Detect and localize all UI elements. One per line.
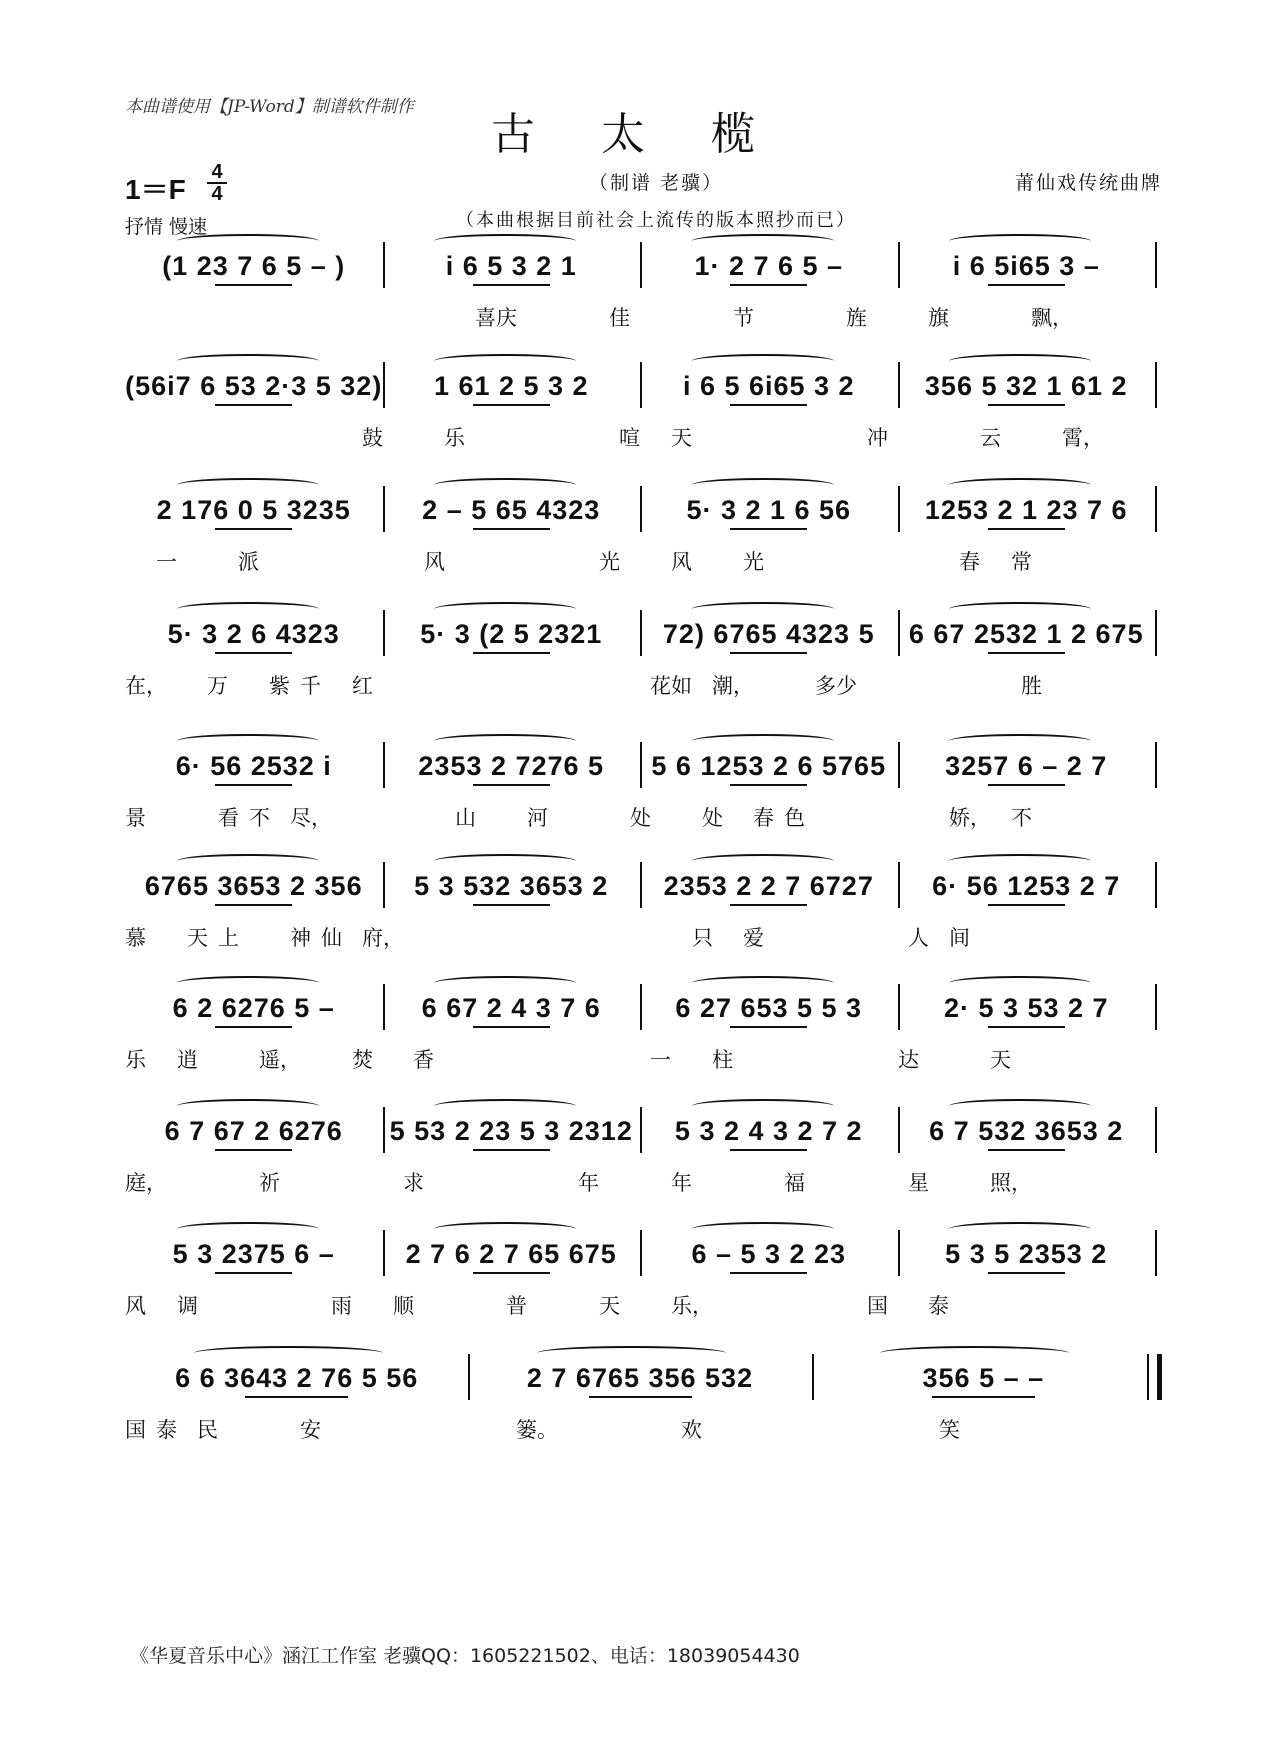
lyric-syllable: 普 (506, 1294, 527, 1318)
beam-line (730, 784, 807, 786)
bar-line (383, 610, 385, 656)
bar-line (383, 1230, 385, 1276)
beam-line (988, 904, 1065, 906)
score-system (125, 1228, 1155, 1348)
slur-arc (949, 734, 1091, 748)
lyric-syllable: 娇， (949, 806, 991, 830)
slur-arc (177, 234, 319, 248)
lyric-syllable: 祈 (259, 1171, 280, 1195)
lyric-syllable: 一 (156, 550, 177, 574)
bar-line (640, 862, 642, 908)
lyric-syllable: 尽， (290, 806, 332, 830)
beam-line (730, 1149, 807, 1151)
bar-line (640, 362, 642, 408)
lyric-syllable: 景 (125, 806, 146, 830)
beam-line (589, 1396, 692, 1398)
lyric-syllable: 光 (743, 550, 764, 574)
lyric-syllable: 欢 (681, 1418, 702, 1442)
slur-arc (880, 1346, 1069, 1360)
lyric-syllable: 乐 (444, 426, 465, 450)
lyric-syllable: 雨 (331, 1294, 352, 1318)
measure: 1253 2 1 23 7 6 (924, 494, 1128, 525)
bar-line (898, 742, 900, 788)
bar-line (898, 984, 900, 1030)
lyric-syllable: 神 (290, 926, 311, 950)
lyric-syllable: 河 (527, 806, 548, 830)
time-signature-top: 4 (211, 161, 223, 183)
lyric-syllable: 花如 (650, 674, 692, 698)
slur-arc (537, 1346, 726, 1360)
slur-arc (692, 1222, 834, 1236)
slur-arc (194, 1346, 383, 1360)
slur-arc (692, 734, 834, 748)
lyric-syllable: 处 (630, 806, 651, 830)
beam-line (932, 1396, 1035, 1398)
lyric-syllable: 柱 (712, 1048, 733, 1072)
bar-line (898, 362, 900, 408)
bar-line (383, 742, 385, 788)
lyric-syllable: 春 (959, 550, 980, 574)
slur-arc (434, 1099, 576, 1113)
bar-line (383, 486, 385, 532)
bar-line (383, 242, 385, 288)
beam-line (473, 404, 550, 406)
bar-line (383, 362, 385, 408)
measure: 5 6 1253 2 6 5765 (651, 750, 887, 781)
measure: 5 3 5 2353 2 (945, 1238, 1108, 1269)
measure: (1 23 7 6 5 – ) (162, 250, 346, 281)
bar-line (898, 1107, 900, 1153)
lyric-syllable: 年 (671, 1171, 692, 1195)
slur-arc (434, 602, 576, 616)
beam-line (473, 904, 550, 906)
slur-arc (692, 478, 834, 492)
slur-arc (949, 478, 1091, 492)
lyric-syllable: 旌 (846, 306, 867, 330)
beam-line (473, 528, 550, 530)
beam-line (215, 1272, 292, 1274)
lyric-syllable: 只 (692, 926, 713, 950)
score-system (125, 982, 1155, 1102)
beam-line (988, 784, 1065, 786)
measure: 2 7 6 2 7 65 675 (405, 1238, 617, 1269)
bar-line (640, 1107, 642, 1153)
lyric-syllable: 庭， (125, 1171, 167, 1195)
lyric-syllable: 鼓 (362, 426, 383, 450)
lyric-syllable: 安 (300, 1418, 321, 1442)
lyric-syllable: 天 (990, 1048, 1011, 1072)
bar-line (640, 242, 642, 288)
bar-line (898, 862, 900, 908)
lyric-syllable: 慕 (125, 926, 146, 950)
slur-arc (177, 854, 319, 868)
lyric-syllable: 国 (867, 1294, 888, 1318)
slur-arc (434, 234, 576, 248)
lyric-syllable: 求 (403, 1171, 424, 1195)
lyric-syllable: 间 (949, 926, 970, 950)
measure: 2353 2 2 7 6727 (663, 870, 874, 901)
measure: 6· 56 1253 2 7 (932, 870, 1121, 901)
bar-line (383, 984, 385, 1030)
measure: 6 67 2 4 3 7 6 (421, 992, 601, 1023)
bar-line (898, 486, 900, 532)
measure: 3257 6 – 2 7 (945, 750, 1108, 781)
lyric-syllable: 顺 (393, 1294, 414, 1318)
score-system (125, 484, 1155, 604)
lyric-syllable: 光 (599, 550, 620, 574)
slur-arc (434, 854, 576, 868)
slur-arc (434, 976, 576, 990)
measure: 5· 3 2 6 4323 (167, 618, 340, 649)
lyric-syllable: 国 (125, 1418, 146, 1442)
measure: 2 176 0 5 3235 (156, 494, 351, 525)
lyric-syllable: 泰 (928, 1294, 949, 1318)
lyric-syllable: 笑 (939, 1418, 960, 1442)
lyric-syllable: 年 (578, 1171, 599, 1195)
score-system (125, 240, 1155, 360)
beam-line (988, 1026, 1065, 1028)
score-title: 古 太 榄 (491, 109, 781, 160)
beam-line (215, 1026, 292, 1028)
measure: 6 7 532 3653 2 (929, 1115, 1124, 1146)
lyric-syllable: 不 (1011, 806, 1032, 830)
slur-arc (692, 854, 834, 868)
measure: 5 3 2375 6 – (172, 1238, 335, 1269)
slur-arc (692, 1099, 834, 1113)
slur-arc (434, 478, 576, 492)
measure: 5 3 532 3653 2 (414, 870, 609, 901)
beam-line (988, 652, 1065, 654)
footer-contact: 《华夏音乐中心》涵江工作室 老骥QQ：1605221502、电话：18039054430 (130, 1645, 800, 1667)
bar-line (898, 610, 900, 656)
beam-line (730, 284, 807, 286)
bar-line (1155, 486, 1157, 532)
beam-line (245, 1396, 348, 1398)
lyric-syllable: 香 (413, 1048, 434, 1072)
bar-line (1155, 984, 1157, 1030)
bar-line (812, 1354, 814, 1400)
lyric-syllable: 多少 (815, 674, 857, 698)
bar-line (640, 984, 642, 1030)
slur-arc (177, 478, 319, 492)
lyric-syllable: 遥， (259, 1048, 301, 1072)
slur-arc (177, 354, 319, 368)
slur-arc (949, 234, 1091, 248)
slur-arc (177, 734, 319, 748)
slur-arc (692, 354, 834, 368)
slur-arc (177, 976, 319, 990)
lyric-syllable: 风 (671, 550, 692, 574)
bar-line (1155, 742, 1157, 788)
measure: 2 7 6765 356 532 (526, 1362, 754, 1393)
beam-line (730, 404, 807, 406)
slur-arc (177, 602, 319, 616)
lyric-syllable: 潮， (712, 674, 754, 698)
beam-line (988, 528, 1065, 530)
lyric-syllable: 节 (733, 306, 754, 330)
lyric-syllable: 万 (207, 674, 228, 698)
lyric-syllable: 府， (362, 926, 404, 950)
score-system (125, 740, 1155, 860)
score-system (125, 1105, 1155, 1225)
key-signature: 1＝F (125, 174, 186, 205)
score-system (125, 608, 1155, 728)
lyric-syllable: 云 (980, 426, 1001, 450)
lyric-syllable: 紫 (269, 674, 290, 698)
measure: i 6 5 3 2 1 (445, 250, 577, 281)
bar-line (1155, 1107, 1157, 1153)
beam-line (473, 784, 550, 786)
lyric-syllable: 风 (125, 1294, 146, 1318)
bar-line (640, 610, 642, 656)
bar-line (1155, 610, 1157, 656)
measure: 5· 3 2 1 6 56 (686, 494, 852, 525)
bar-line (1155, 1230, 1157, 1276)
measure: 6 – 5 3 2 23 (691, 1238, 847, 1269)
measure: 6765 3653 2 356 (144, 870, 363, 901)
measure: 356 5 32 1 61 2 (924, 370, 1128, 401)
slur-arc (177, 1099, 319, 1113)
beam-line (730, 904, 807, 906)
lyric-syllable: 喜庆 (475, 306, 517, 330)
score-system (125, 1352, 1155, 1472)
lyric-syllable: 照， (990, 1171, 1032, 1195)
lyric-syllable: 色 (784, 806, 805, 830)
bar-line (1155, 362, 1157, 408)
measure: 1 61 2 5 3 2 (433, 370, 589, 401)
beam-line (730, 528, 807, 530)
slur-arc (692, 976, 834, 990)
lyric-syllable: 红 (352, 674, 373, 698)
measure: 5 53 2 23 5 3 2312 (389, 1115, 633, 1146)
measure: 6 6 3643 2 76 5 56 (175, 1362, 419, 1393)
lyric-syllable: 焚 (352, 1048, 373, 1072)
lyric-syllable: 在， (125, 674, 167, 698)
measure: i 6 5 6i65 3 2 (682, 370, 855, 401)
beam-line (215, 528, 292, 530)
slur-arc (692, 602, 834, 616)
bar-line (383, 1107, 385, 1153)
measure: 72) 6765 4323 5 (662, 618, 875, 649)
lyric-syllable: 仙 (321, 926, 342, 950)
transcription-note: （本曲根据目前社会上流传的版本照抄而已） (456, 210, 856, 231)
beam-line (215, 652, 292, 654)
source-credit: 莆仙戏传统曲牌 (1014, 172, 1162, 194)
beam-line (730, 1272, 807, 1274)
lyric-syllable: 霄， (1062, 426, 1104, 450)
slur-arc (434, 1222, 576, 1236)
lyric-syllable: 一 (650, 1048, 671, 1072)
measure: 2353 2 7276 5 (418, 750, 605, 781)
time-signature-bottom: 4 (211, 183, 223, 205)
lyric-syllable: 达 (898, 1048, 919, 1072)
lyric-syllable: 山 (455, 806, 476, 830)
software-note: 本曲谱使用【JP-Word】制谱软件制作 (125, 97, 414, 117)
slur-arc (177, 1222, 319, 1236)
lyric-syllable: 调 (177, 1294, 198, 1318)
bar-line (640, 486, 642, 532)
bar-line (640, 1230, 642, 1276)
beam-line (215, 784, 292, 786)
lyric-syllable: 乐， (671, 1294, 713, 1318)
slur-arc (692, 234, 834, 248)
beam-line (473, 652, 550, 654)
lyric-syllable: 人 (908, 926, 929, 950)
measure: 6 67 2532 1 2 675 (908, 618, 1144, 649)
lyric-syllable: 佳 (609, 306, 630, 330)
measure: (56i7 6 53 2·3 5 32) (125, 370, 383, 401)
beam-line (988, 1149, 1065, 1151)
score-system (125, 360, 1155, 480)
notation-row (125, 1358, 1155, 1398)
measure: 6 7 67 2 6276 (164, 1115, 343, 1146)
slur-arc (949, 602, 1091, 616)
beam-line (473, 1272, 550, 1274)
lyric-syllable: 看 (218, 806, 239, 830)
lyric-syllable: 常 (1011, 550, 1032, 574)
beam-line (988, 284, 1065, 286)
measure: 5· 3 (2 5 2321 (420, 618, 603, 649)
beam-line (730, 1026, 807, 1028)
lyric-syllable: 上 (218, 926, 239, 950)
score-system (125, 860, 1155, 980)
lyric-syllable: 不 (249, 806, 270, 830)
lyric-syllable: 派 (238, 550, 259, 574)
lyric-syllable: 民 (197, 1418, 218, 1442)
tempo-marking: 抒情 慢速 (125, 216, 208, 238)
arranger-credit: （制谱 老骥） (588, 172, 724, 194)
lyric-syllable: 旗 (928, 306, 949, 330)
measure: 1· 2 7 6 5 – (694, 250, 844, 281)
measure: 356 5 – – (922, 1362, 1045, 1393)
slur-arc (949, 1222, 1091, 1236)
bar-line (383, 862, 385, 908)
measure: 6 2 6276 5 – (172, 992, 335, 1023)
slur-arc (949, 976, 1091, 990)
bar-line (640, 742, 642, 788)
lyric-syllable: 星 (908, 1171, 929, 1195)
lyric-syllable: 风 (424, 550, 445, 574)
lyric-syllable: 喧 (619, 426, 640, 450)
final-barline (1147, 1354, 1162, 1400)
slur-arc (434, 734, 576, 748)
bar-line (898, 1230, 900, 1276)
beam-line (473, 284, 550, 286)
measure: i 6 5i65 3 – (952, 250, 1100, 281)
bar-line (1155, 862, 1157, 908)
slur-arc (949, 354, 1091, 368)
slur-arc (949, 854, 1091, 868)
bar-line (1155, 242, 1157, 288)
lyric-syllable: 福 (784, 1171, 805, 1195)
lyric-syllable: 乐 (125, 1048, 146, 1072)
lyric-syllable: 天 (599, 1294, 620, 1318)
beam-line (215, 404, 292, 406)
beam-line (215, 904, 292, 906)
lyric-syllable: 天 (187, 926, 208, 950)
measure: 2· 5 3 53 2 7 (943, 992, 1109, 1023)
beam-line (730, 652, 807, 654)
lyric-syllable: 春 (753, 806, 774, 830)
slur-arc (949, 1099, 1091, 1113)
lyric-syllable: 泰 (156, 1418, 177, 1442)
bar-line (898, 242, 900, 288)
lyric-syllable: 冲 (867, 426, 888, 450)
lyric-syllable: 篓。 (516, 1418, 558, 1442)
lyric-syllable: 爱 (743, 926, 764, 950)
bar-line (468, 1354, 470, 1400)
measure: 2 – 5 65 4323 (422, 494, 601, 525)
measure: 6· 56 2532 i (175, 750, 332, 781)
lyric-syllable: 胜 (1021, 674, 1042, 698)
lyric-syllable: 千 (300, 674, 321, 698)
lyric-syllable: 飘， (1031, 306, 1073, 330)
beam-line (215, 1149, 292, 1151)
slur-arc (434, 354, 576, 368)
beam-line (215, 284, 292, 286)
measure: 6 27 653 5 5 3 (675, 992, 863, 1023)
beam-line (988, 404, 1065, 406)
beam-line (473, 1149, 550, 1151)
lyric-syllable: 处 (702, 806, 723, 830)
beam-line (988, 1272, 1065, 1274)
beam-line (473, 1026, 550, 1028)
lyric-syllable: 逍 (177, 1048, 198, 1072)
measure: 5 3 2 4 3 2 7 2 (674, 1115, 863, 1146)
lyric-syllable: 天 (671, 426, 692, 450)
